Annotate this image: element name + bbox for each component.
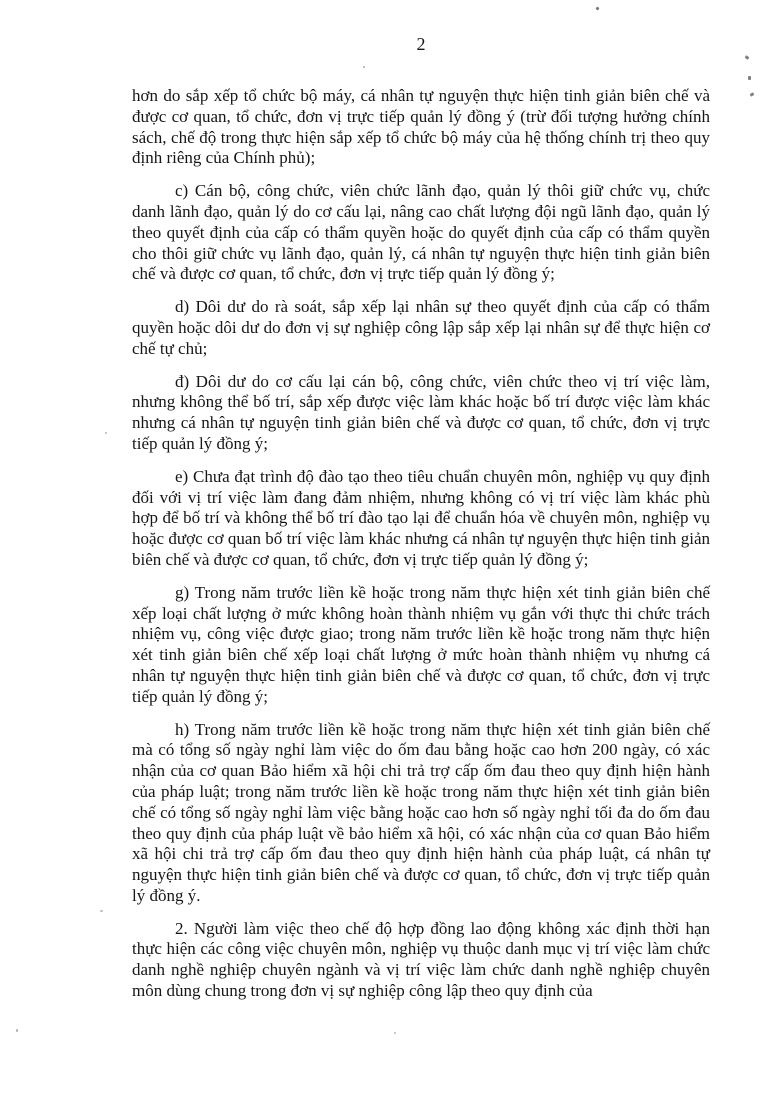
- paragraph-item-h: h) Trong năm trước liền kề hoặc trong năm thực hiện xét tinh giản biên chế mà có tổng số ngày nghỉ làm việc do ốm đau bằng hoặc cao hơn 200 ngày, có xác nhận của cơ quan Bảo hiểm xã hội chi trả trợ cấp ốm đau theo quy định hiện hành của pháp luật; trong năm trước liền kề hoặc trong năm thực hiện xét tinh giản biên chế có tổng số ngày nghỉ làm việc bằng hoặc cao hơn số ngày nghỉ tối đa do ốm đau theo quy định của pháp luật về bảo hiểm xã hội, có xác nhận của cơ quan Bảo hiểm xã hội chi trả trợ cấp ốm đau theo quy định hiện hành của pháp luật, cá nhân tự nguyện thực hiện tinh giản biên chế và được cơ quan, tổ chức, đơn vị trực tiếp quản lý đồng ý.: [132, 719, 710, 905]
- paragraph-item-2: 2. Người làm việc theo chế độ hợp đồng lao động không xác định thời hạn thực hiện các công việc chuyên môn, nghiệp vụ thuộc danh mục vị trí việc làm chức danh nghề nghiệp chuyên ngành và vị trí việc làm chức danh nghề nghiệp chuyên môn dùng chung trong đơn vị sự nghiệp công lập theo quy định của: [132, 918, 710, 1001]
- scan-speck: [595, 6, 599, 10]
- paragraph-item-e: e) Chưa đạt trình độ đào tạo theo tiêu chuẩn chuyên môn, nghiệp vụ quy định đối với vị trí việc làm đang đảm nhiệm, nhưng không có vị trí việc làm khác phù hợp để bố trí và không thể bố trí đào tạo lại để chuẩn hóa về chuyên môn, nghiệp vụ hoặc được cơ quan bố trí việc làm khác nhưng cá nhân tự nguyện thực hiện tinh giản biên chế và được cơ quan, tổ chức, đơn vị trực tiếp quản lý đồng ý;: [132, 466, 710, 569]
- paragraph-item-g: g) Trong năm trước liền kề hoặc trong năm thực hiện xét tinh giản biên chế xếp loại chất lượng ở mức không hoàn thành nhiệm vụ gắn với thực thi chức trách nhiệm vụ, công việc được giao; trong năm trước liền kề hoặc trong năm thực hiện xét tinh giản biên chế xếp loại chất lượng ở mức hoàn thành nhiệm vụ nhưng cá nhân tự nguyện thực hiện tinh giản biên chế và được cơ quan, tổ chức, đơn vị trực tiếp quản lý đồng ý;: [132, 582, 710, 706]
- scan-speck: [105, 432, 107, 434]
- document-body: [132, 86, 710, 1002]
- scan-speck: [745, 55, 750, 60]
- scan-speck: [750, 92, 755, 97]
- page-number: 2: [416, 34, 426, 54]
- scan-speck: [363, 66, 365, 68]
- scan-speck: [16, 1029, 18, 1032]
- paragraph-item-c: c) Cán bộ, công chức, viên chức lãnh đạo, quản lý thôi giữ chức vụ, chức danh lãnh đạo, quản lý do cơ cấu lại, nâng cao chất lượng đội ngũ lãnh đạo, quản lý theo quyết định của cấp có thẩm quyền hoặc do quyết định của cấp có thẩm quyền cho thôi giữ chức vụ lãnh đạo, quản lý, cá nhân tự nguyện thực hiện tinh giản biên chế và được cơ quan, tổ chức, đơn vị trực tiếp quản lý đồng ý;: [132, 181, 710, 284]
- paragraph-continuation: hơn do sắp xếp tổ chức bộ máy, cá nhân tự nguyện thực hiện tinh giản biên chế và được cơ quan, tổ chức, đơn vị trực tiếp quản lý đồng ý (trừ đối tượng hưởng chính sách, chế độ trong thực hiện sắp xếp tổ chức bộ máy của hệ thống chính trị theo quy định riêng của Chính phủ);: [132, 86, 710, 168]
- scan-speck: [100, 910, 103, 912]
- paragraph-item-dd: đ) Dôi dư do cơ cấu lại cán bộ, công chức, viên chức theo vị trí việc làm, nhưng không thể bố trí, sắp xếp được việc làm khác hoặc bố trí được việc làm khác nhưng cá nhân tự nguyện tinh giản biên chế và được cơ quan, tổ chức, đơn vị trực tiếp quản lý đồng ý;: [132, 371, 710, 453]
- scan-speck: [394, 1032, 396, 1034]
- paragraph-item-d: d) Dôi dư do rà soát, sắp xếp lại nhân sự theo quyết định của cấp có thẩm quyền hoặc dôi dư do đơn vị sự nghiệp công lập sắp xếp lại nhân sự để thực hiện cơ chế tự chủ;: [132, 297, 710, 358]
- scan-speck: [748, 76, 751, 80]
